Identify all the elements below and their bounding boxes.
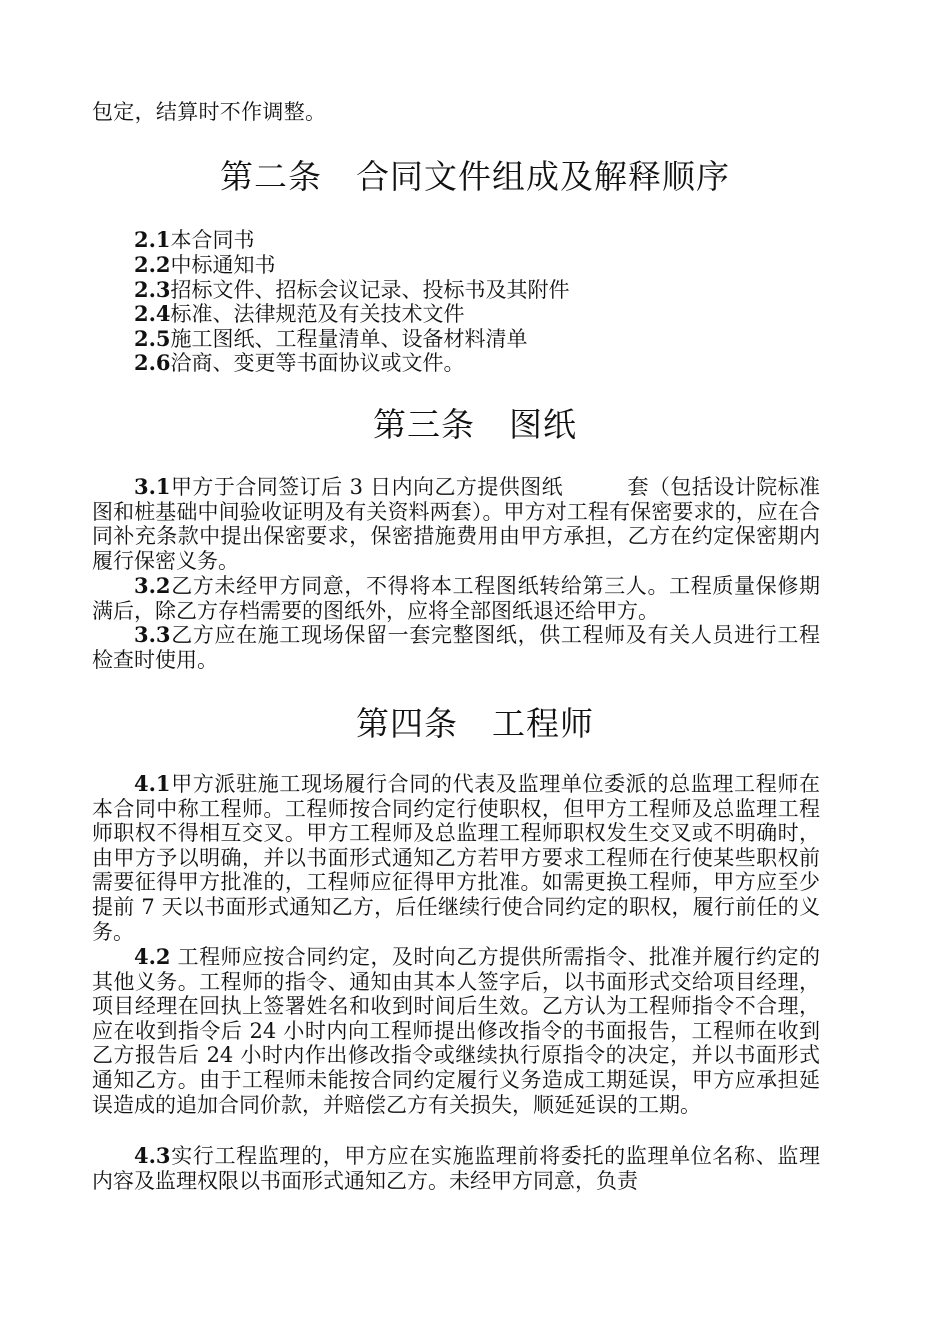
item-text: 标准、法律规范及有关技术文件 xyxy=(170,302,465,326)
item-text: 中标通知书 xyxy=(170,253,276,277)
item-text: 施工图纸、工程量清单、设备材料清单 xyxy=(170,327,528,351)
item-number: 2.4 xyxy=(134,301,171,326)
item-number: 2.2 xyxy=(134,252,171,277)
clause-number: 4.2 xyxy=(134,944,171,969)
clause-number: 3.2 xyxy=(134,573,171,598)
paragraph-3-2 xyxy=(92,574,820,623)
paragraph-4-3 xyxy=(92,1144,820,1193)
clause-number: 4.1 xyxy=(134,771,171,796)
item-number: 2.1 xyxy=(134,227,171,252)
list-item xyxy=(134,327,528,351)
item-text: 本合同书 xyxy=(170,228,255,252)
item-number: 2.6 xyxy=(134,350,171,375)
paragraph-3-3 xyxy=(92,623,820,672)
paragraph-4-1 xyxy=(92,772,820,944)
list-item xyxy=(134,253,276,277)
item-text: 洽商、变更等书面协议或文件。 xyxy=(170,351,465,375)
clause-number: 4.3 xyxy=(134,1143,171,1168)
list-item xyxy=(134,228,255,252)
clause-number: 3.3 xyxy=(134,622,171,647)
item-number: 2.5 xyxy=(134,326,171,351)
paragraph-4-2 xyxy=(92,945,820,1117)
clause-text: 实行工程监理的，甲方应在实施监理前将委托的监理单位名称、监理内容及监理权限以书面形式通知乙方。未经甲方同意，负责 xyxy=(92,1144,820,1193)
paragraph-3-1 xyxy=(92,475,820,573)
section-heading-article-2: 第二条 合同文件组成及解释顺序 xyxy=(220,157,730,196)
clause-text: 甲方派驻施工现场履行合同的代表及监理单位委派的总监理工程师在本合同中称工程师。工程师按合同约定行使职权，但甲方工程师及总监理工程师职权不得相互交叉。甲方工程师及总监理工程师职权发生交叉或不明确时，由甲方予以明确，并以书面形式通知乙方若甲方要求工程师在行使某些职权前需要征得甲方批准的，工程师应征得甲方批准。如需更换工程师，甲方应至少提前 7 天以书面形式通知乙方，后任继续行使合同约定的职权，履行前任的义务。 xyxy=(92,772,820,944)
section-heading-article-3: 第三条 图纸 xyxy=(373,405,577,444)
clause-text: 乙方应在施工现场保留一套完整图纸，供工程师及有关人员进行工程检查时使用。 xyxy=(92,623,820,672)
item-number: 2.3 xyxy=(134,277,171,302)
continuation-line: 包定，结算时不作调整。 xyxy=(92,100,327,124)
list-item xyxy=(134,351,465,375)
list-item xyxy=(134,302,465,326)
clause-text: 工程师应按合同约定，及时向乙方提供所需指令、批准并履行约定的其他义务。工程师的指令、通知由其本人签字后，以书面形式交给项目经理，项目经理在回执上签署姓名和收到时间后生效。乙方认为工程师指令不合理，应在收到指令后 24 小时内向工程师提出修改指令的书面报告，工程师在收到乙方报告后 24 小时内作出修改指令或继续执行原指令的决定，并以书面形式通知乙方。由于工程师未能按合同约定履行义务造成工期延误，甲方应承担延误造成的追加合同价款，并赔偿乙方有关损失，顺延延误的工期。 xyxy=(92,945,820,1117)
clause-text: 甲方于合同签订后 3 日内向乙方提供图纸 套（包括设计院标准图和桩基础中间验收证明及有关资料两套）。甲方对工程有保密要求的，应在合同补充条款中提出保密要求，保密措施费用由甲方承担，乙方在约定保密期内履行保密义务。 xyxy=(92,475,820,573)
list-item xyxy=(134,278,570,302)
section-heading-article-4: 第四条 工程师 xyxy=(356,704,594,743)
clause-number: 3.1 xyxy=(134,474,171,499)
item-text: 招标文件、招标会议记录、投标书及其附件 xyxy=(170,278,570,302)
clause-text: 乙方未经甲方同意，不得将本工程图纸转给第三人。工程质量保修期满后，除乙方存档需要的图纸外，应将全部图纸退还给甲方。 xyxy=(92,574,820,623)
